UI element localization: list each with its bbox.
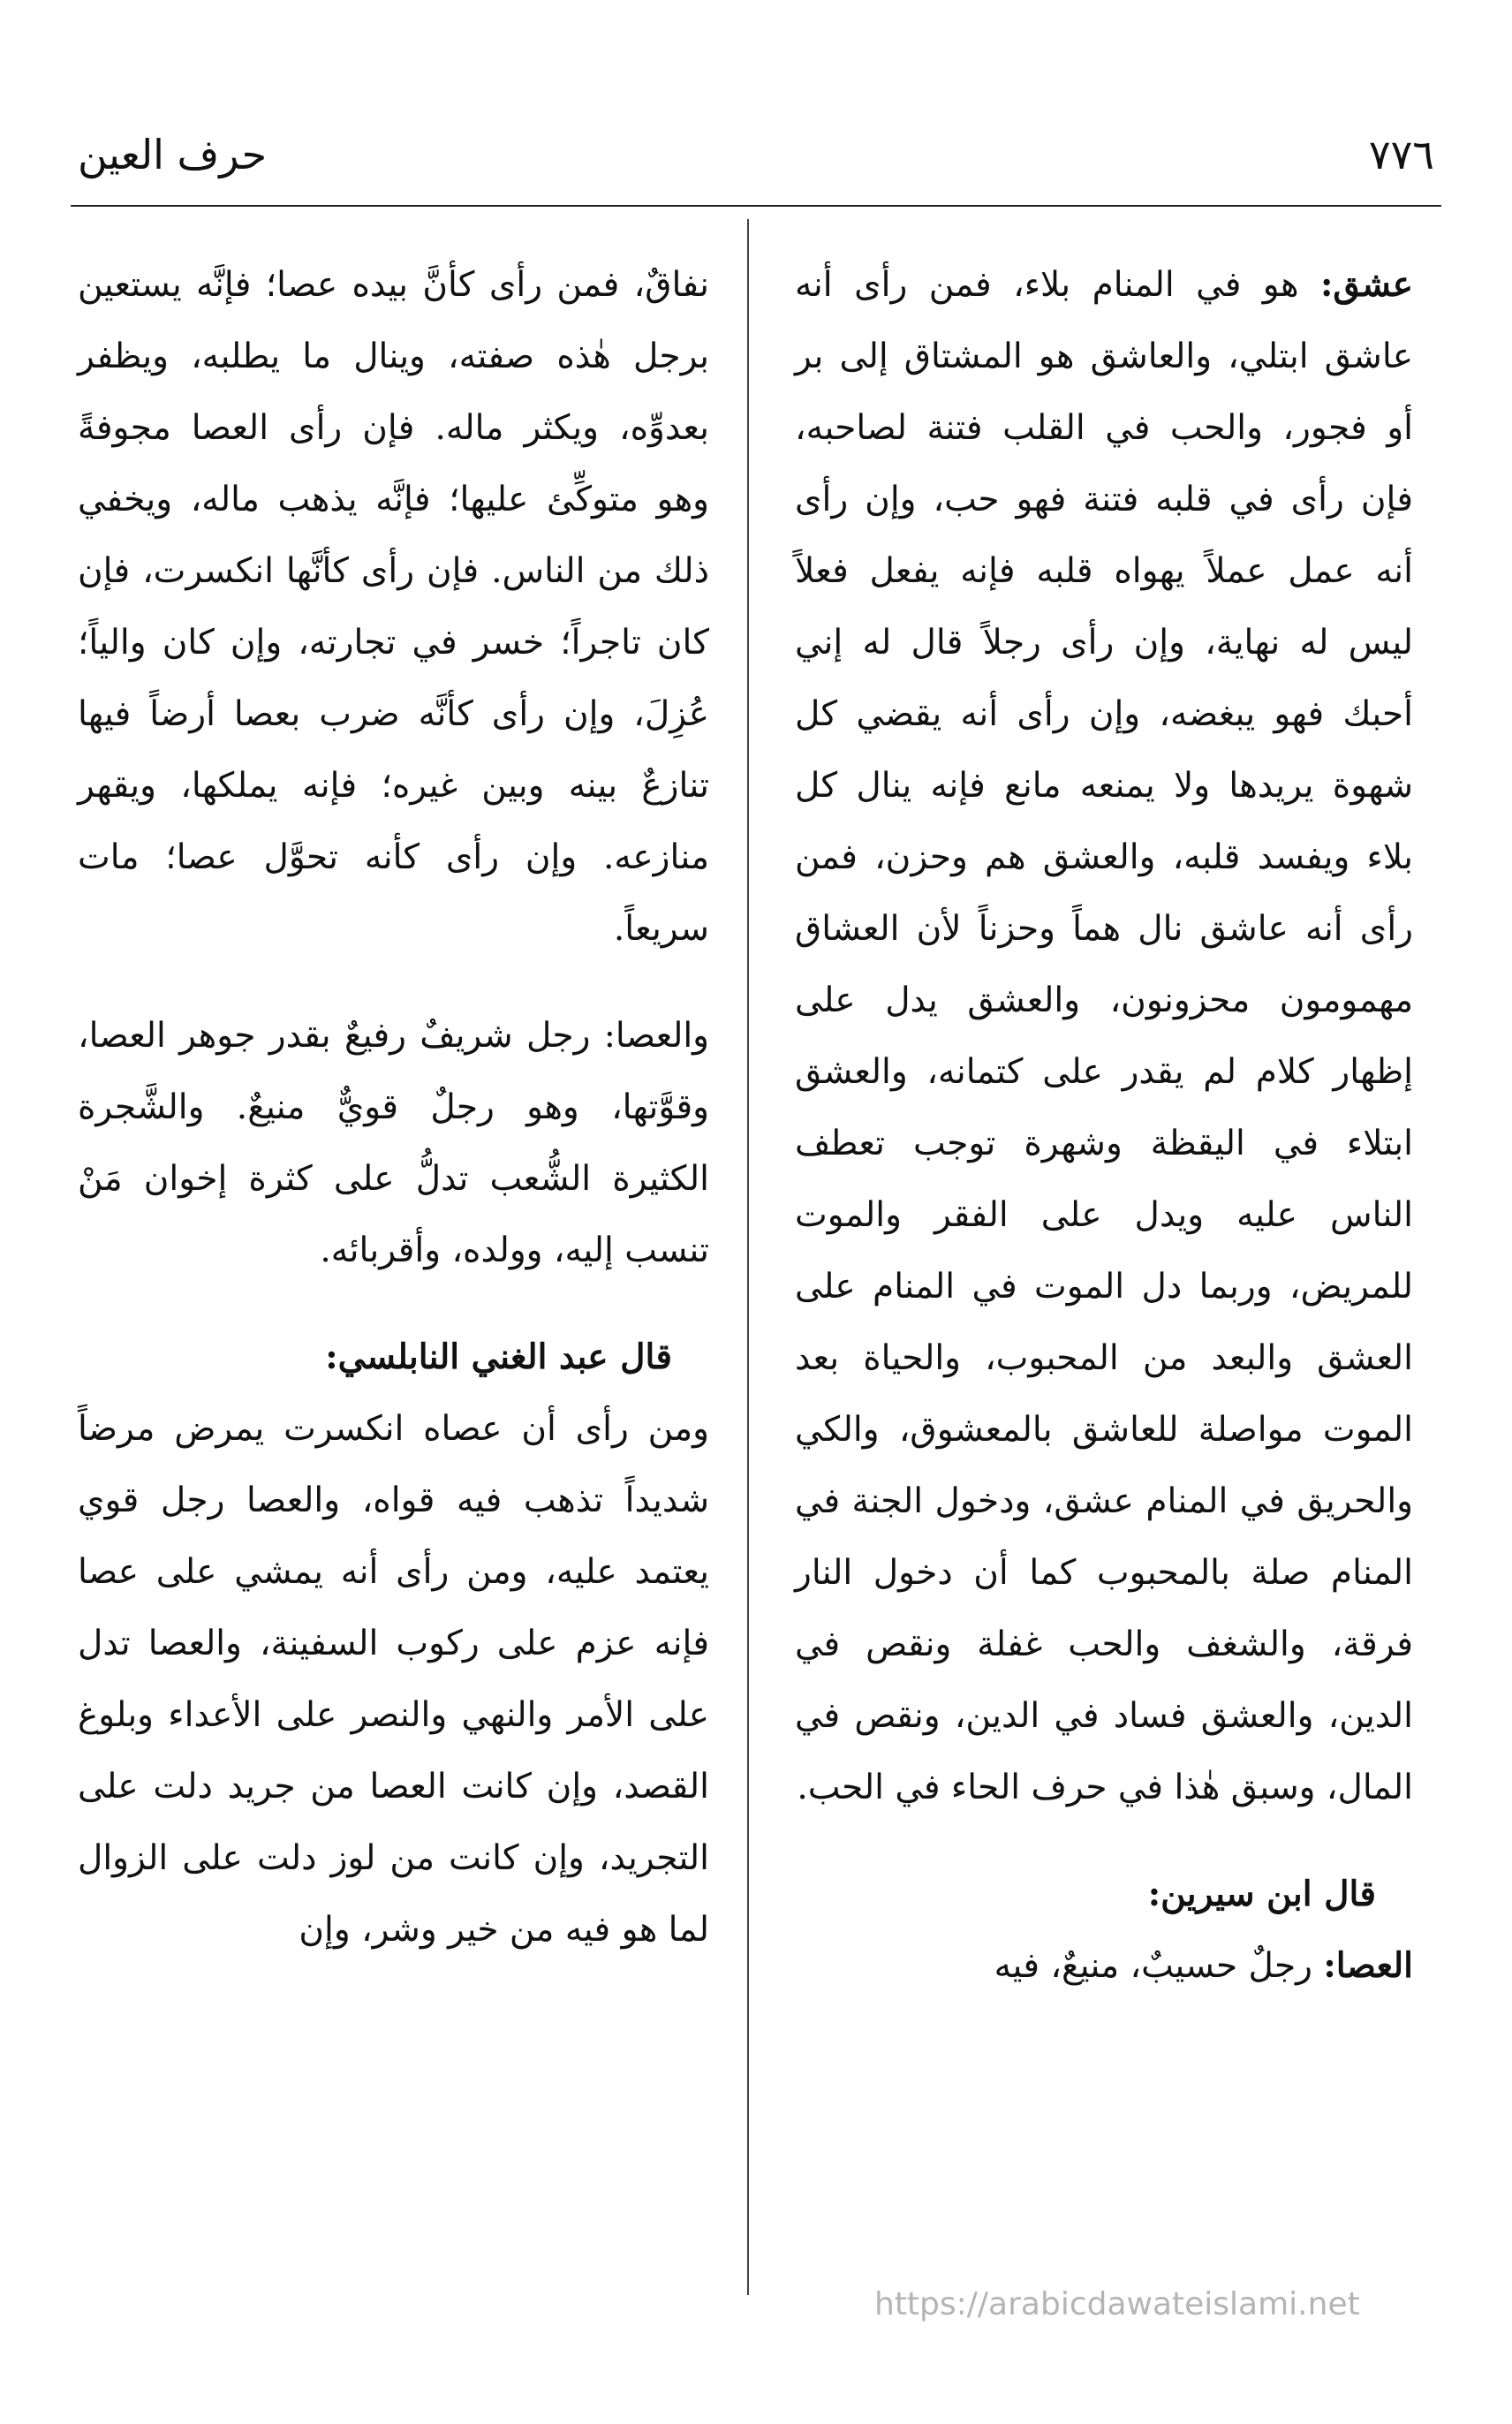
watermark-url: https://arabicdawateislami.net: [874, 2286, 1360, 2322]
column-divider: [747, 219, 749, 2295]
entry-term-asa: العصا:: [1323, 1945, 1413, 1986]
header-rule: [71, 205, 1441, 207]
paragraph-2: والعصا: رجل شريفٌ رفيعٌ بقدر جوهر العصا، وقوَّتها، وهو رجلٌ قويٌّ منيعٌ. والشَّجرة الكثيرة الشُّعب تدلُّ على كثرة إخوان مَنْ تنسب إليه، وولده، وأقربائه.: [78, 1016, 709, 1270]
entry-asa: [795, 1930, 1413, 2002]
entry-ishq: [795, 249, 1413, 1823]
left-column: [78, 249, 709, 1966]
paragraph-3: ومن رأى أن عصاه انكسرت يمرض مرضاً شديداً تذهب فيه قواه، والعصا رجل قوي يعتمد عليه، ومن رأى أنه يمشي على عصا فإنه عزم على ركوب السفينة، والعصا تدل على الأمر والنهي والنصر على الأعداء وبلوغ القصد، وإن كانت العصا من جريد دلت على التجريد، وإن كانت من لوز دلت على الزوال لما هو فيه من خير وشر، وإن: [78, 1409, 709, 1950]
section-heading-nabulsi: قال عبد الغني النابلسي:: [325, 1337, 672, 1377]
section-heading-ibn-sirin: قال ابن سيرين:: [1147, 1874, 1376, 1914]
right-column: [795, 249, 1413, 2002]
running-header: حرف العين: [78, 131, 268, 178]
entry-text-ishq: هو في المنام بلاء، فمن رأى أنه عاشق ابتلي، والعاشق هو المشتاق إلى بر أو فجور، والحب في القلب فتنة لصاحبه، فإن رأى في قلبه فتنة فهو حب، وإن رأى أنه عمل عملاً يهواه قلبه فإنه يفعل فعلاً ليس له نهاية، وإن رأى رجلاً قال له إني أحبك فهو يبغضه، وإن رأى أنه يقضي كل شهوة يريدها ولا يمنعه مانع فإنه ينال كل بلاء ويفسد قلبه، والعشق هم وحزن، فمن رأى أنه عاشق نال هماً وحزناً لأن العشاق مهمومون محزونون، والعشق يدل على إظهار كلام لم يقدر على كتمانه، والعشق ابتلاء في اليقظة وشهرة توجب تعطف الناس عليه ويدل على الفقر والموت للمريض، وربما دل الموت في المنام على العشق والبعد من المحبوب، والحياة بعد الموت مواصلة للعاشق بالمعشوق، والكي والحريق في المنام عشق، ودخول الجنة في المنام صلة بالمحبوب كما أن دخول النار فرقة، والشغف والحب غفلة ونقص في الدين، والعشق فساد في الدين، ونقص في المال، وسبق هٰذا في حرف الحاء في الحب.: [795, 265, 1413, 1807]
entry-term-ishq: عشق:: [1320, 264, 1413, 305]
entry-text-asa: رجلٌ حسيبٌ، منيعٌ، فيه: [994, 1946, 1312, 1986]
page-number: ٧٧٦: [1368, 131, 1434, 178]
paragraph-1: نفاقٌ، فمن رأى كأنَّ بيده عصا؛ فإنَّه يستعين برجل هٰذه صفته، وينال ما يطلبه، ويظفر بعدوِّه، ويكثر ماله. فإن رأى العصا مجوفةً وهو متوكِّئ عليها؛ فإنَّه يذهب ماله، ويخفي ذلك من الناس. فإن رأى كأنَّها انكسرت، فإن كان تاجراً؛ خسر في تجارته، وإن كان والياً؛ عُزِلَ، وإن رأى كأنَّه ضرب بعصا أرضاً فيها تنازعٌ بينه وبين غيره؛ فإنه يملكها، ويقهر منازعه. وإن رأى كأنه تحوَّل عصا؛ مات سريعاً.: [78, 265, 709, 949]
